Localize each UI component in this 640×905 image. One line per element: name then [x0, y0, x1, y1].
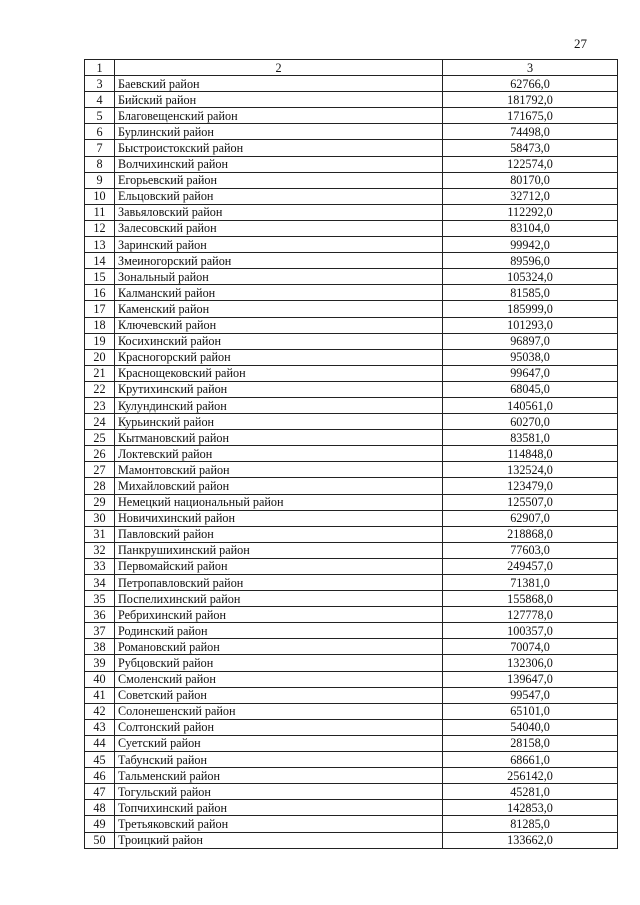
- row-number-cell: 50: [85, 832, 115, 848]
- row-number-cell: 38: [85, 639, 115, 655]
- row-number-cell: 8: [85, 156, 115, 172]
- district-name-cell: Зональный район: [115, 269, 443, 285]
- table-row: [85, 414, 618, 430]
- district-name-cell: Петропавловский район: [115, 575, 443, 591]
- district-name-cell: Заринский район: [115, 237, 443, 253]
- amount-cell: 83104,0: [443, 220, 618, 236]
- district-name-cell: Калманский район: [115, 285, 443, 301]
- row-number-cell: 4: [85, 92, 115, 108]
- row-number-cell: 44: [85, 735, 115, 751]
- table-row: [85, 591, 618, 607]
- table-row: [85, 365, 618, 381]
- table-row: [85, 542, 618, 558]
- row-number-cell: 27: [85, 462, 115, 478]
- amount-cell: 58473,0: [443, 140, 618, 156]
- district-name-cell: Змеиногорский район: [115, 253, 443, 269]
- row-number-cell: 6: [85, 124, 115, 140]
- table-row: [85, 156, 618, 172]
- column-header-name: 2: [115, 60, 443, 76]
- table-row: [85, 237, 618, 253]
- district-name-cell: Быстроистокский район: [115, 140, 443, 156]
- district-name-cell: Троицкий район: [115, 832, 443, 848]
- amount-cell: 68661,0: [443, 752, 618, 768]
- row-number-cell: 11: [85, 204, 115, 220]
- column-header-number: 1: [85, 60, 115, 76]
- row-number-cell: 25: [85, 430, 115, 446]
- district-name-cell: Кытмановский район: [115, 430, 443, 446]
- table-row: [85, 124, 618, 140]
- amount-cell: 95038,0: [443, 349, 618, 365]
- amount-cell: 28158,0: [443, 735, 618, 751]
- district-name-cell: Михайловский район: [115, 478, 443, 494]
- amount-cell: 60270,0: [443, 414, 618, 430]
- amount-cell: 122574,0: [443, 156, 618, 172]
- row-number-cell: 28: [85, 478, 115, 494]
- district-name-cell: Табунский район: [115, 752, 443, 768]
- district-name-cell: Тогульский район: [115, 784, 443, 800]
- row-number-cell: 22: [85, 381, 115, 397]
- table-row: [85, 92, 618, 108]
- amount-cell: 83581,0: [443, 430, 618, 446]
- row-number-cell: 43: [85, 719, 115, 735]
- district-name-cell: Бурлинский район: [115, 124, 443, 140]
- amount-cell: 81285,0: [443, 816, 618, 832]
- row-number-cell: 33: [85, 558, 115, 574]
- amount-cell: 132524,0: [443, 462, 618, 478]
- table-row: [85, 816, 618, 832]
- row-number-cell: 13: [85, 237, 115, 253]
- district-name-cell: Солонешенский район: [115, 703, 443, 719]
- amount-cell: 132306,0: [443, 655, 618, 671]
- amount-cell: 105324,0: [443, 269, 618, 285]
- table-row: [85, 188, 618, 204]
- table-row: [85, 800, 618, 816]
- table-body: [85, 76, 618, 849]
- table-row: [85, 204, 618, 220]
- district-name-cell: Рубцовский район: [115, 655, 443, 671]
- amount-cell: 181792,0: [443, 92, 618, 108]
- district-name-cell: Смоленский район: [115, 671, 443, 687]
- district-name-cell: Благовещенский район: [115, 108, 443, 124]
- amount-cell: 256142,0: [443, 768, 618, 784]
- amount-cell: 32712,0: [443, 188, 618, 204]
- table-row: [85, 575, 618, 591]
- row-number-cell: 35: [85, 591, 115, 607]
- table-row: [85, 172, 618, 188]
- row-number-cell: 23: [85, 397, 115, 413]
- district-name-cell: Крутихинский район: [115, 381, 443, 397]
- district-name-cell: Завьяловский район: [115, 204, 443, 220]
- table-row: [85, 703, 618, 719]
- row-number-cell: 26: [85, 446, 115, 462]
- table-row: [85, 140, 618, 156]
- table-row: [85, 430, 618, 446]
- table-row: [85, 269, 618, 285]
- district-name-cell: Мамонтовский район: [115, 462, 443, 478]
- amount-cell: 218868,0: [443, 526, 618, 542]
- amount-cell: 99647,0: [443, 365, 618, 381]
- amount-cell: 80170,0: [443, 172, 618, 188]
- amount-cell: 142853,0: [443, 800, 618, 816]
- table-row: [85, 623, 618, 639]
- amount-cell: 100357,0: [443, 623, 618, 639]
- table-row: [85, 752, 618, 768]
- amount-cell: 70074,0: [443, 639, 618, 655]
- amount-cell: 99942,0: [443, 237, 618, 253]
- district-name-cell: Ребрихинский район: [115, 607, 443, 623]
- amount-cell: 81585,0: [443, 285, 618, 301]
- district-name-cell: Тальменский район: [115, 768, 443, 784]
- amount-cell: 45281,0: [443, 784, 618, 800]
- district-name-cell: Локтевский район: [115, 446, 443, 462]
- amount-cell: 101293,0: [443, 317, 618, 333]
- table-row: [85, 768, 618, 784]
- amount-cell: 114848,0: [443, 446, 618, 462]
- row-number-cell: 30: [85, 510, 115, 526]
- amount-cell: 77603,0: [443, 542, 618, 558]
- table-row: [85, 639, 618, 655]
- row-number-cell: 18: [85, 317, 115, 333]
- table-row: [85, 253, 618, 269]
- district-name-cell: Волчихинский район: [115, 156, 443, 172]
- amount-cell: 99547,0: [443, 687, 618, 703]
- row-number-cell: 5: [85, 108, 115, 124]
- row-number-cell: 31: [85, 526, 115, 542]
- table-row: [85, 76, 618, 92]
- row-number-cell: 9: [85, 172, 115, 188]
- row-number-cell: 29: [85, 494, 115, 510]
- row-number-cell: 19: [85, 333, 115, 349]
- district-name-cell: Первомайский район: [115, 558, 443, 574]
- amount-cell: 140561,0: [443, 397, 618, 413]
- table-row: [85, 832, 618, 848]
- table-row: [85, 317, 618, 333]
- district-name-cell: Павловский район: [115, 526, 443, 542]
- district-name-cell: Новичихинский район: [115, 510, 443, 526]
- district-name-cell: Поспелихинский район: [115, 591, 443, 607]
- district-name-cell: Ельцовский район: [115, 188, 443, 204]
- district-name-cell: Родинский район: [115, 623, 443, 639]
- row-number-cell: 46: [85, 768, 115, 784]
- row-number-cell: 49: [85, 816, 115, 832]
- row-number-cell: 24: [85, 414, 115, 430]
- table-row: [85, 526, 618, 542]
- table-row: [85, 655, 618, 671]
- row-number-cell: 42: [85, 703, 115, 719]
- column-header-value: 3: [443, 60, 618, 76]
- table-row: [85, 494, 618, 510]
- district-name-cell: Бийский район: [115, 92, 443, 108]
- district-name-cell: Немецкий национальный район: [115, 494, 443, 510]
- amount-cell: 68045,0: [443, 381, 618, 397]
- table-row: [85, 735, 618, 751]
- row-number-cell: 15: [85, 269, 115, 285]
- district-name-cell: Косихинский район: [115, 333, 443, 349]
- row-number-cell: 3: [85, 76, 115, 92]
- amount-cell: 62766,0: [443, 76, 618, 92]
- district-name-cell: Советский район: [115, 687, 443, 703]
- table-row: [85, 381, 618, 397]
- amount-cell: 133662,0: [443, 832, 618, 848]
- row-number-cell: 37: [85, 623, 115, 639]
- amount-cell: 65101,0: [443, 703, 618, 719]
- row-number-cell: 40: [85, 671, 115, 687]
- table-row: [85, 285, 618, 301]
- row-number-cell: 39: [85, 655, 115, 671]
- row-number-cell: 21: [85, 365, 115, 381]
- table-row: [85, 671, 618, 687]
- district-name-cell: Третьяковский район: [115, 816, 443, 832]
- table-row: [85, 333, 618, 349]
- row-number-cell: 16: [85, 285, 115, 301]
- table-row: [85, 784, 618, 800]
- amount-cell: 74498,0: [443, 124, 618, 140]
- page-number: 27: [574, 36, 587, 51]
- district-name-cell: Егорьевский район: [115, 172, 443, 188]
- amount-cell: 71381,0: [443, 575, 618, 591]
- table-row: [85, 607, 618, 623]
- district-name-cell: Романовский район: [115, 639, 443, 655]
- row-number-cell: 34: [85, 575, 115, 591]
- table-row: [85, 108, 618, 124]
- table-row: [85, 478, 618, 494]
- budget-table: [84, 59, 618, 849]
- amount-cell: 125507,0: [443, 494, 618, 510]
- amount-cell: 185999,0: [443, 301, 618, 317]
- district-name-cell: Солтонский район: [115, 719, 443, 735]
- district-name-cell: Красногорский район: [115, 349, 443, 365]
- table-row: [85, 446, 618, 462]
- row-number-cell: 48: [85, 800, 115, 816]
- amount-cell: 155868,0: [443, 591, 618, 607]
- row-number-cell: 7: [85, 140, 115, 156]
- district-name-cell: Залесовский район: [115, 220, 443, 236]
- district-name-cell: Панкрушихинский район: [115, 542, 443, 558]
- table-row: [85, 220, 618, 236]
- district-name-cell: Кулундинский район: [115, 397, 443, 413]
- district-name-cell: Краснощековский район: [115, 365, 443, 381]
- amount-cell: 249457,0: [443, 558, 618, 574]
- amount-cell: 127778,0: [443, 607, 618, 623]
- table-row: [85, 462, 618, 478]
- table-row: [85, 510, 618, 526]
- row-number-cell: 36: [85, 607, 115, 623]
- table-header-row: [85, 60, 618, 76]
- amount-cell: 171675,0: [443, 108, 618, 124]
- amount-cell: 139647,0: [443, 671, 618, 687]
- amount-cell: 54040,0: [443, 719, 618, 735]
- row-number-cell: 32: [85, 542, 115, 558]
- amount-cell: 112292,0: [443, 204, 618, 220]
- district-name-cell: Ключевский район: [115, 317, 443, 333]
- row-number-cell: 10: [85, 188, 115, 204]
- row-number-cell: 12: [85, 220, 115, 236]
- district-name-cell: Баевский район: [115, 76, 443, 92]
- row-number-cell: 41: [85, 687, 115, 703]
- table-row: [85, 349, 618, 365]
- amount-cell: 96897,0: [443, 333, 618, 349]
- amount-cell: 123479,0: [443, 478, 618, 494]
- district-name-cell: Топчихинский район: [115, 800, 443, 816]
- row-number-cell: 17: [85, 301, 115, 317]
- table-row: [85, 301, 618, 317]
- district-name-cell: Курьинский район: [115, 414, 443, 430]
- district-name-cell: Суетский район: [115, 735, 443, 751]
- row-number-cell: 20: [85, 349, 115, 365]
- amount-cell: 62907,0: [443, 510, 618, 526]
- table-row: [85, 687, 618, 703]
- table-row: [85, 719, 618, 735]
- row-number-cell: 14: [85, 253, 115, 269]
- row-number-cell: 47: [85, 784, 115, 800]
- district-name-cell: Каменский район: [115, 301, 443, 317]
- table-row: [85, 558, 618, 574]
- amount-cell: 89596,0: [443, 253, 618, 269]
- table-row: [85, 397, 618, 413]
- row-number-cell: 45: [85, 752, 115, 768]
